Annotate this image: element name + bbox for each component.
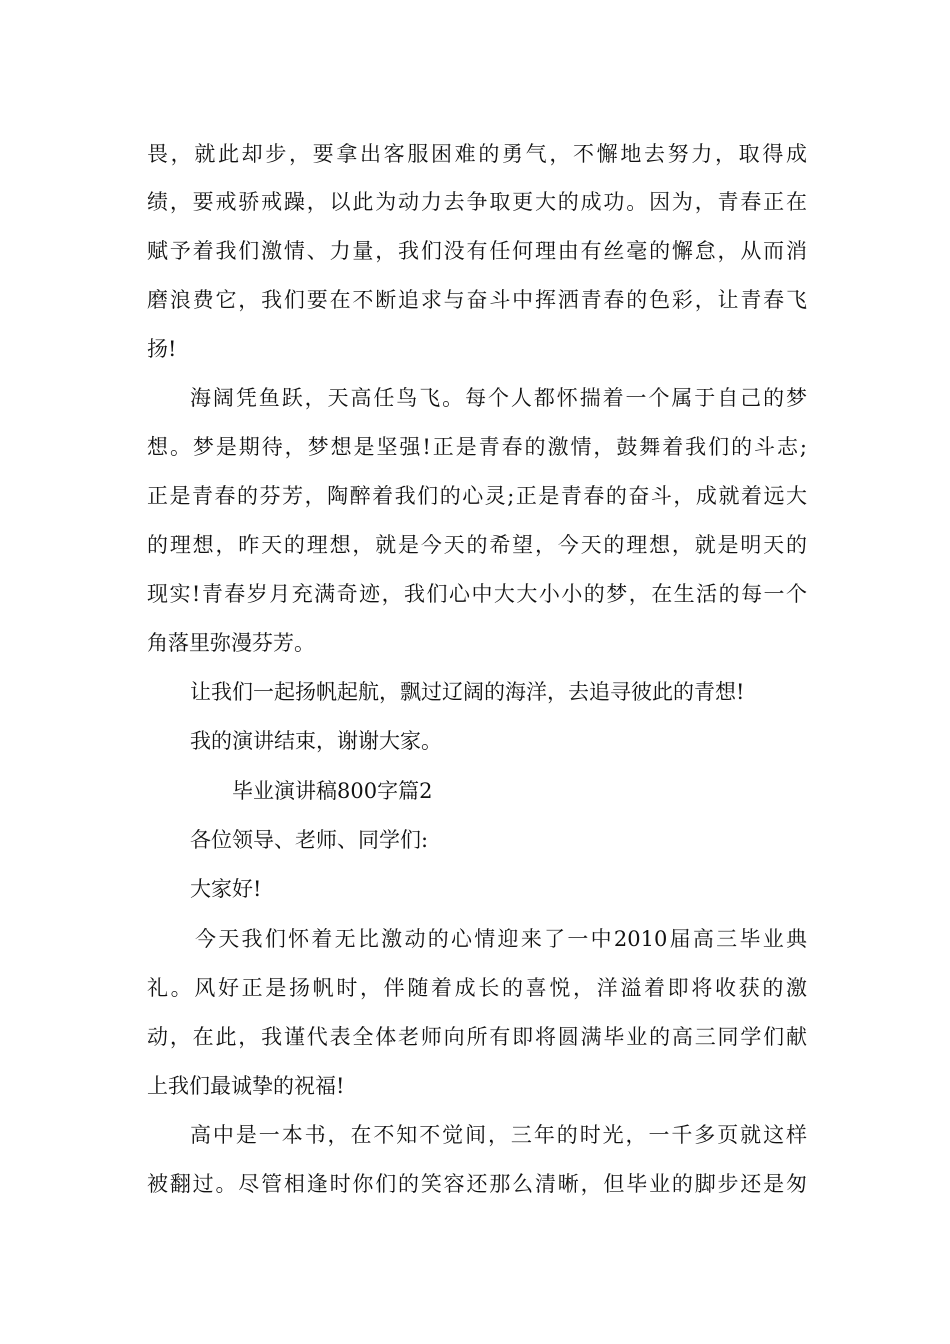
paragraph-line: 畏，就此却步，要拿出客服困难的勇气，不懈地去努力，取得成	[147, 142, 807, 166]
paragraph-line: 上我们最诚挚的祝福!	[147, 1074, 345, 1098]
salutation: 各位领导、老师、同学们:	[190, 828, 429, 852]
paragraph-line: 礼。风好正是扬帆时，伴随着成长的喜悦，洋溢着即将收获的激	[147, 976, 807, 1000]
paragraph-line: 扬!	[147, 337, 177, 361]
paragraph-line: 正是青春的芬芳，陶醉着我们的心灵;正是青春的奋斗，成就着远大	[147, 484, 807, 508]
paragraph-line: 今天我们怀着无比激动的心情迎来了一中2010届高三毕业典	[195, 927, 807, 951]
paragraph-line: 被翻过。尽管相逢时你们的笑容还那么清晰，但毕业的脚步还是匆	[147, 1172, 807, 1196]
paragraph-line: 海阔凭鱼跃，天高任鸟飞。每个人都怀揣着一个属于自己的梦	[190, 386, 807, 410]
closing-line: 我的演讲结束，谢谢大家。	[190, 729, 442, 753]
paragraph-line: 现实!青春岁月充满奇迹，我们心中大大小小的梦，在生活的每一个	[147, 582, 807, 606]
greeting: 大家好!	[190, 877, 262, 901]
paragraph-line: 角落里弥漫芬芳。	[147, 631, 315, 655]
paragraph-line: 想。梦是期待，梦想是坚强!正是青春的激情，鼓舞着我们的斗志;	[147, 435, 807, 459]
paragraph-line: 磨浪费它，我们要在不断追求与奋斗中挥洒青春的色彩，让青春飞	[147, 288, 807, 312]
paragraph-line: 高中是一本书，在不知不觉间，三年的时光，一千多页就这样	[190, 1123, 807, 1147]
paragraph-line: 的理想，昨天的理想，就是今天的希望，今天的理想，就是明天的	[147, 533, 807, 557]
paragraph-line: 让我们一起扬帆起航，飘过辽阔的海洋，去追寻彼此的青想!	[190, 680, 745, 704]
paragraph-line: 赋予着我们激情、力量，我们没有任何理由有丝毫的懈怠，从而消	[147, 239, 807, 263]
section-heading: 毕业演讲稿800字篇2	[232, 779, 433, 803]
paragraph-line: 绩，要戒骄戒躁，以此为动力去争取更大的成功。因为，青春正在	[147, 190, 807, 214]
paragraph-line: 动，在此，我谨代表全体老师向所有即将圆满毕业的高三同学们献	[147, 1025, 807, 1049]
